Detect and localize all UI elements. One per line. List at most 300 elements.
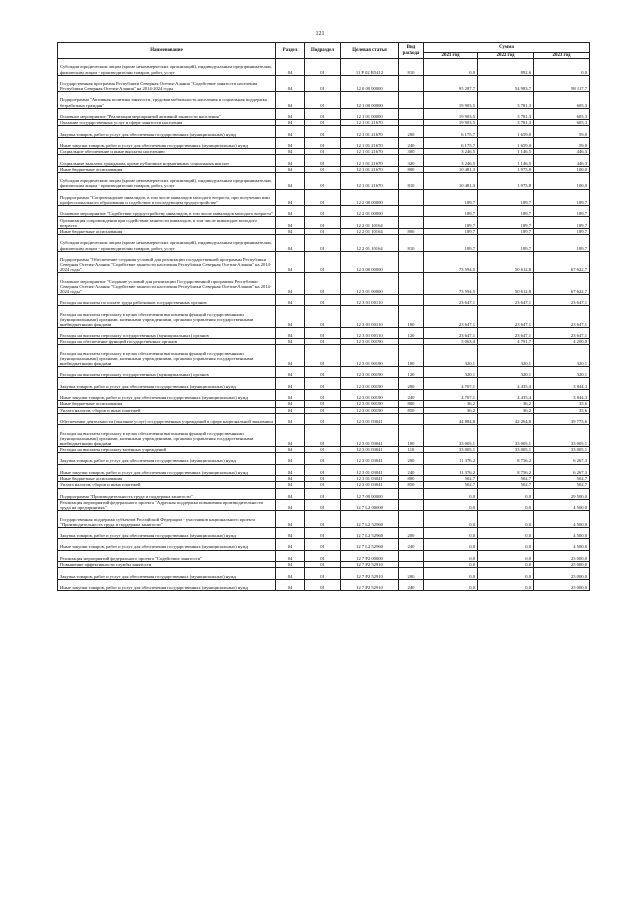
row-sum-2021: 23 647,1 bbox=[424, 327, 478, 338]
row-expense-type: 810 bbox=[399, 173, 424, 190]
row-sum-2021: 189,7 bbox=[424, 235, 478, 252]
row-target-code: 12 3 01 00000 bbox=[341, 273, 399, 295]
row-expense-type: 240 bbox=[399, 539, 424, 550]
row-sum-2022: 36,2 bbox=[478, 407, 534, 413]
row-sum-2022: 1 659,0 bbox=[478, 137, 534, 148]
row-name: Основное мероприятие "Создание условий для реализации Государственной программы Республики Северная Осетия-Алания "Содействие занятости населения Республики Северная Осетия-Алания" на 2014-2024 годы" bbox=[58, 273, 276, 295]
row-expense-type: 800 bbox=[399, 228, 424, 234]
row-name: Обеспечение деятельности (оказание услуг) государственных учреждений в сфере национальной экономики bbox=[58, 413, 276, 424]
row-section: 04 bbox=[276, 475, 305, 481]
row-section: 04 bbox=[276, 306, 305, 328]
row-sum-2021: 189,7 bbox=[424, 206, 478, 217]
row-name: Иные бюджетные ассигнования bbox=[58, 166, 276, 172]
row-sum-2022: 892,6 bbox=[478, 59, 534, 76]
row-expense-type bbox=[399, 511, 424, 528]
row-sum-2021: 19 903,5 bbox=[424, 119, 478, 125]
row-sum-2022: 0,0 bbox=[478, 499, 534, 510]
row-sum-2023: 67 622,7 bbox=[534, 251, 590, 273]
row-sum-2022: 54 983,7 bbox=[478, 75, 534, 92]
row-sum-2023: 25 000,0 bbox=[534, 561, 590, 567]
row-expense-type: 810 bbox=[399, 235, 424, 252]
row-sum-2021: 0,0 bbox=[424, 499, 478, 510]
row-sum-2021: 320,1 bbox=[424, 345, 478, 367]
row-target-code: 12 2 00 00000 bbox=[341, 189, 399, 206]
row-sum-2022: 189,7 bbox=[478, 217, 534, 228]
row-sum-2021: 4 707,1 bbox=[424, 389, 478, 400]
row-sum-2021: 0,0 bbox=[424, 527, 478, 538]
row-name: Основное мероприятие "Содействие трудоустройству инвалидов, в том числе инвалидов молодого возраста" bbox=[58, 206, 276, 217]
row-subsection: 01 bbox=[305, 561, 341, 567]
row-sum-2021: 95 287,7 bbox=[424, 75, 478, 92]
row-sum-2021: 36,2 bbox=[424, 401, 478, 407]
row-subsection: 01 bbox=[305, 539, 341, 550]
row-sum-2021: 0,0 bbox=[424, 568, 478, 579]
table-row bbox=[58, 389, 590, 400]
row-target-code: 11 Р 02 R5412 bbox=[341, 59, 399, 76]
row-sum-2023: 67 622,7 bbox=[534, 273, 590, 295]
table-row bbox=[58, 425, 590, 447]
row-target-code: 12 1 01 21670 bbox=[341, 166, 399, 172]
table-row bbox=[58, 217, 590, 228]
row-expense-type: 200 bbox=[399, 378, 424, 389]
row-expense-type: 240 bbox=[399, 389, 424, 400]
table-row bbox=[58, 345, 590, 367]
row-sum-2022: 189,7 bbox=[478, 235, 534, 252]
row-sum-2022: 502,7 bbox=[478, 482, 534, 488]
row-target-code: 12 1 01 21670 bbox=[341, 126, 399, 137]
row-name: Организация сопровождения при содействии занятости инвалидов, в том числе инвалидов молодого возраста bbox=[58, 217, 276, 228]
row-sum-2022: 50 612,8 bbox=[478, 251, 534, 273]
row-target-code: 12 3 00 00000 bbox=[341, 251, 399, 273]
row-section: 04 bbox=[276, 273, 305, 295]
row-expense-type: 200 bbox=[399, 568, 424, 579]
row-subsection: 01 bbox=[305, 119, 341, 125]
row-sum-2023: 23 647,1 bbox=[534, 327, 590, 338]
header-section: Раздел bbox=[276, 43, 305, 59]
row-expense-type: 800 bbox=[399, 401, 424, 407]
row-sum-2021: 4 707,1 bbox=[424, 378, 478, 389]
row-target-code: 12 7 L2 52960 bbox=[341, 539, 399, 550]
row-subsection: 01 bbox=[305, 488, 341, 499]
row-section: 04 bbox=[276, 149, 305, 155]
row-subsection: 01 bbox=[305, 217, 341, 228]
row-sum-2023: 59,0 bbox=[534, 137, 590, 148]
row-expense-type: 850 bbox=[399, 482, 424, 488]
row-target-code: 12 3 01 00190 bbox=[341, 407, 399, 413]
row-sum-2023: 502,7 bbox=[534, 475, 590, 481]
row-sum-2021: 19 903,5 bbox=[424, 92, 478, 109]
row-subsection: 01 bbox=[305, 339, 341, 345]
row-sum-2022: 0,0 bbox=[478, 550, 534, 561]
row-section: 04 bbox=[276, 425, 305, 447]
row-name: Расходы на выплаты персоналу казенных учреждений bbox=[58, 446, 276, 452]
table-row bbox=[58, 464, 590, 475]
row-sum-2021: 23 647,1 bbox=[424, 306, 478, 328]
table-row bbox=[58, 189, 590, 206]
row-expense-type bbox=[399, 273, 424, 295]
row-sum-2023: 320,1 bbox=[534, 367, 590, 378]
row-subsection: 01 bbox=[305, 367, 341, 378]
header-year-2021: 2021 год bbox=[424, 53, 478, 59]
row-expense-type: 240 bbox=[399, 137, 424, 148]
row-target-code: 12 3 01 03041 bbox=[341, 482, 399, 488]
row-sum-2021: 0,0 bbox=[424, 488, 478, 499]
row-sum-2023: 39 775,6 bbox=[534, 413, 590, 424]
row-name: Иные закупки товаров, работ и услуг для обеспечения государственных (муниципальных) нужд bbox=[58, 137, 276, 148]
row-sum-2022: 1 659,0 bbox=[478, 126, 534, 137]
row-sum-2021: 36,2 bbox=[424, 407, 478, 413]
row-subsection: 01 bbox=[305, 568, 341, 579]
row-target-code: 12 1 01 21670 bbox=[341, 173, 399, 190]
row-section: 04 bbox=[276, 579, 305, 590]
row-name: Подпрограмма "Активная политика занятости, трудовая мобильность населения и социальная поддержка безработных граждан" bbox=[58, 92, 276, 109]
row-name: Основное мероприятие "Реализация мероприятий активной занятости населения" bbox=[58, 108, 276, 119]
row-target-code: 12 3 01 03041 bbox=[341, 475, 399, 481]
row-name: Расходы на выплаты персоналу государственных (муниципальных) органов bbox=[58, 327, 276, 338]
row-sum-2023: 3 844,3 bbox=[534, 378, 590, 389]
row-section: 04 bbox=[276, 251, 305, 273]
row-sum-2021: 33 005,1 bbox=[424, 446, 478, 452]
row-section: 04 bbox=[276, 217, 305, 228]
row-target-code: 12 2 01 10164 bbox=[341, 235, 399, 252]
row-sum-2023: 25 000,0 bbox=[534, 568, 590, 579]
row-target-code: 12 7 P2 52910 bbox=[341, 561, 399, 567]
row-sum-2022: 1 975,8 bbox=[478, 173, 534, 190]
row-subsection: 01 bbox=[305, 401, 341, 407]
row-sum-2021: 11 376,2 bbox=[424, 453, 478, 464]
row-subsection: 01 bbox=[305, 464, 341, 475]
header-target-article: Целевая статья bbox=[341, 43, 399, 59]
page-number: 121 bbox=[315, 31, 325, 37]
row-target-code: 12 0 00 00000 bbox=[341, 75, 399, 92]
row-target-code: 12 1 01 21670 bbox=[341, 155, 399, 166]
row-section: 04 bbox=[276, 446, 305, 452]
row-section: 04 bbox=[276, 108, 305, 119]
row-sum-2022: 4 435,4 bbox=[478, 389, 534, 400]
row-expense-type: 300 bbox=[399, 149, 424, 155]
header-subsection: Подраздел bbox=[305, 43, 341, 59]
row-target-code: 12 7 L2 00000 bbox=[341, 499, 399, 510]
budget-table bbox=[57, 42, 590, 591]
table-row bbox=[58, 453, 590, 464]
row-sum-2023: 59,0 bbox=[534, 126, 590, 137]
row-section: 04 bbox=[276, 378, 305, 389]
row-sum-2023: 189,7 bbox=[534, 235, 590, 252]
row-sum-2023: 0,0 bbox=[534, 59, 590, 76]
row-name: Закупка товаров, работ и услуг для обеспечения государственных (муниципальных) нужд bbox=[58, 453, 276, 464]
table-row bbox=[58, 539, 590, 550]
row-section: 04 bbox=[276, 453, 305, 464]
row-sum-2022: 50 612,8 bbox=[478, 273, 534, 295]
row-subsection: 01 bbox=[305, 251, 341, 273]
row-sum-2022: 8 756,2 bbox=[478, 464, 534, 475]
row-section: 04 bbox=[276, 235, 305, 252]
row-sum-2021: 0,0 bbox=[424, 59, 478, 76]
row-sum-2022: 502,7 bbox=[478, 475, 534, 481]
row-section: 04 bbox=[276, 345, 305, 367]
row-sum-2023: 6 267,3 bbox=[534, 464, 590, 475]
row-sum-2023: 4 500,0 bbox=[534, 539, 590, 550]
row-expense-type: 100 bbox=[399, 306, 424, 328]
row-sum-2021: 0,0 bbox=[424, 550, 478, 561]
row-target-code: 12 2 01 00000 bbox=[341, 206, 399, 217]
row-target-code: 12 1 01 00000 bbox=[341, 108, 399, 119]
row-subsection: 01 bbox=[305, 378, 341, 389]
row-name: Уплата налогов, сборов и иных платежей bbox=[58, 482, 276, 488]
row-sum-2021: 0,0 bbox=[424, 539, 478, 550]
row-expense-type bbox=[399, 189, 424, 206]
row-sum-2022: 320,1 bbox=[478, 367, 534, 378]
row-expense-type bbox=[399, 251, 424, 273]
row-subsection: 01 bbox=[305, 166, 341, 172]
row-subsection: 01 bbox=[305, 59, 341, 76]
row-section: 04 bbox=[276, 92, 305, 109]
row-section: 04 bbox=[276, 173, 305, 190]
table-row bbox=[58, 527, 590, 538]
row-name: Иные бюджетные ассигнования bbox=[58, 228, 276, 234]
row-name: Иные закупки товаров, работ и услуг для обеспечения государственных (муниципальных) нужд bbox=[58, 389, 276, 400]
row-target-code: 12 3 01 03041 bbox=[341, 453, 399, 464]
row-target-code: 12 2 01 10164 bbox=[341, 217, 399, 228]
row-target-code: 12 7 P2 52910 bbox=[341, 579, 399, 590]
table-row bbox=[58, 251, 590, 273]
row-sum-2023: 4 500,0 bbox=[534, 511, 590, 528]
table-row bbox=[58, 59, 590, 76]
row-section: 04 bbox=[276, 126, 305, 137]
row-sum-2022: 0,0 bbox=[478, 511, 534, 528]
row-subsection: 01 bbox=[305, 446, 341, 452]
table-body bbox=[58, 59, 590, 591]
row-section: 04 bbox=[276, 401, 305, 407]
row-target-code: 12 1 00 00000 bbox=[341, 92, 399, 109]
row-sum-2021: 189,7 bbox=[424, 189, 478, 206]
row-sum-2022: 0,0 bbox=[478, 539, 534, 550]
row-name: Подпрограмма "Обеспечение создания условий для реализации государственной программы Республики Северная Осетия-Алания "Содействие занятости населения Республики Северная Осетия-Алания" на 2014-2024 годы" bbox=[58, 251, 276, 273]
row-sum-2022: 23 647,1 bbox=[478, 294, 534, 305]
table-row bbox=[58, 378, 590, 389]
row-sum-2022: 1 975,8 bbox=[478, 166, 534, 172]
row-subsection: 01 bbox=[305, 155, 341, 166]
row-sum-2022: 42 264,0 bbox=[478, 413, 534, 424]
table-row bbox=[58, 235, 590, 252]
row-name: Социальное обеспечение и иные выплаты населению bbox=[58, 149, 276, 155]
row-name: Расходы на обеспечение функций государственных органов bbox=[58, 339, 276, 345]
row-expense-type: 100 bbox=[399, 425, 424, 447]
row-expense-type bbox=[399, 488, 424, 499]
row-sum-2023: 320,1 bbox=[534, 345, 590, 367]
row-expense-type bbox=[399, 294, 424, 305]
row-sum-2021: 23 647,1 bbox=[424, 294, 478, 305]
row-section: 04 bbox=[276, 464, 305, 475]
table-row bbox=[58, 273, 590, 295]
header-name: Наименование bbox=[58, 43, 276, 59]
row-sum-2023: 35,6 bbox=[534, 407, 590, 413]
table-row bbox=[58, 499, 590, 510]
row-sum-2021: 3 246,5 bbox=[424, 155, 478, 166]
row-sum-2022: 8 756,2 bbox=[478, 453, 534, 464]
row-name: Расходы на выплаты персоналу в целях обеспечения выполнения функций государственными (муниципальными) органами, казенными учреждениями, органами управления государственными внебюджетными фондами bbox=[58, 425, 276, 447]
row-sum-2021: 0,0 bbox=[424, 511, 478, 528]
row-sum-2023: 189,7 bbox=[534, 189, 590, 206]
row-sum-2022: 36,2 bbox=[478, 401, 534, 407]
row-sum-2023: 23 647,1 bbox=[534, 294, 590, 305]
row-sum-2022: 0,0 bbox=[478, 579, 534, 590]
row-subsection: 01 bbox=[305, 499, 341, 510]
row-sum-2023: 23 647,1 bbox=[534, 306, 590, 328]
row-sum-2021: 6 175,7 bbox=[424, 137, 478, 148]
row-target-code: 12 7 P2 00000 bbox=[341, 550, 399, 561]
row-subsection: 01 bbox=[305, 206, 341, 217]
row-subsection: 01 bbox=[305, 482, 341, 488]
table-row bbox=[58, 206, 590, 217]
row-section: 04 bbox=[276, 327, 305, 338]
table-row bbox=[58, 488, 590, 499]
row-target-code: 12 1 01 21670 bbox=[341, 137, 399, 148]
row-sum-2021: 10 481,3 bbox=[424, 166, 478, 172]
table-row bbox=[58, 294, 590, 305]
row-sum-2023: 4 200,0 bbox=[534, 339, 590, 345]
row-name: Субсидии юридическим лицам (кроме некоммерческих организаций), индивидуальным предпринимателям, физическим лицам - производителям товаров, работ, услуг bbox=[58, 173, 276, 190]
row-target-code: 12 3 01 00190 bbox=[341, 389, 399, 400]
table-row bbox=[58, 108, 590, 119]
row-sum-2021: 11 376,2 bbox=[424, 464, 478, 475]
row-sum-2022: 0,0 bbox=[478, 488, 534, 499]
table-row bbox=[58, 173, 590, 190]
table-row bbox=[58, 579, 590, 590]
row-sum-2022: 320,1 bbox=[478, 345, 534, 367]
row-sum-2023: 25 000,0 bbox=[534, 579, 590, 590]
row-sum-2022: 3 781,3 bbox=[478, 92, 534, 109]
row-expense-type: 800 bbox=[399, 475, 424, 481]
row-section: 04 bbox=[276, 137, 305, 148]
row-target-code: 12 3 01 00190 bbox=[341, 378, 399, 389]
row-name: Закупка товаров, работ и услуг для обеспечения государственных (муниципальных) нужд bbox=[58, 378, 276, 389]
row-target-code: 12 1 01 21670 bbox=[341, 119, 399, 125]
row-section: 04 bbox=[276, 119, 305, 125]
row-subsection: 01 bbox=[305, 294, 341, 305]
row-name: Социальные выплаты гражданам, кроме публичных нормативных социальных выплат bbox=[58, 155, 276, 166]
row-sum-2021: 73 594,5 bbox=[424, 251, 478, 273]
row-sum-2023: 4 500,0 bbox=[534, 527, 590, 538]
row-section: 04 bbox=[276, 568, 305, 579]
row-expense-type: 240 bbox=[399, 464, 424, 475]
row-section: 04 bbox=[276, 407, 305, 413]
row-target-code: 12 3 01 00190 bbox=[341, 339, 399, 345]
row-sum-2021: 189,7 bbox=[424, 217, 478, 228]
row-sum-2023: 605,3 bbox=[534, 119, 590, 125]
row-subsection: 01 bbox=[305, 75, 341, 92]
row-sum-2023: 446,3 bbox=[534, 155, 590, 166]
header-year-2023: 2023 год bbox=[534, 53, 590, 59]
table-row bbox=[58, 367, 590, 378]
table-row bbox=[58, 413, 590, 424]
table-row bbox=[58, 511, 590, 528]
table-row bbox=[58, 137, 590, 148]
row-sum-2021: 0,0 bbox=[424, 561, 478, 567]
row-target-code: 12 3 01 00190 bbox=[341, 345, 399, 367]
row-subsection: 01 bbox=[305, 407, 341, 413]
row-name: Расходы на выплаты персоналу в целях обеспечения выполнения функций государственными (муниципальными) органами, казенными учреждениями, органами управления государственными внебюджетными фондами bbox=[58, 306, 276, 328]
row-sum-2023: 33 005,1 bbox=[534, 425, 590, 447]
row-sum-2022: 4 791,7 bbox=[478, 339, 534, 345]
row-sum-2022: 1 146,5 bbox=[478, 149, 534, 155]
row-sum-2023: 6 267,3 bbox=[534, 453, 590, 464]
row-name: Закупка товаров, работ и услуг для обеспечения государственных (муниципальных) нужд bbox=[58, 126, 276, 137]
row-expense-type bbox=[399, 550, 424, 561]
row-name: Иные закупки товаров, работ и услуг для обеспечения государственных (муниципальных) нужд bbox=[58, 464, 276, 475]
row-sum-2021: 502,7 bbox=[424, 482, 478, 488]
row-target-code: 12 1 01 21670 bbox=[341, 149, 399, 155]
row-sum-2022: 33 005,1 bbox=[478, 446, 534, 452]
row-section: 04 bbox=[276, 206, 305, 217]
row-expense-type bbox=[399, 499, 424, 510]
row-name: Субсидии юридическим лицам (кроме некоммерческих организаций), индивидуальным предпринимателям, физическим лицам - производителям товаров, работ, услуг bbox=[58, 235, 276, 252]
row-name: Подпрограмма "Сопровождение инвалидов, в том числе инвалидов молодого возраста, при получении ими профессионального образования и содействие в последующем трудоустройстве" bbox=[58, 189, 276, 206]
row-sum-2022: 0,0 bbox=[478, 527, 534, 538]
row-section: 04 bbox=[276, 367, 305, 378]
row-sum-2021: 33 005,1 bbox=[424, 425, 478, 447]
row-sum-2022: 33 005,1 bbox=[478, 425, 534, 447]
row-expense-type bbox=[399, 413, 424, 424]
row-subsection: 01 bbox=[305, 228, 341, 234]
row-expense-type: 800 bbox=[399, 166, 424, 172]
row-sum-2021: 6 175,7 bbox=[424, 126, 478, 137]
row-sum-2023: 29 500,0 bbox=[534, 488, 590, 499]
row-sum-2023: 33 005,1 bbox=[534, 446, 590, 452]
row-subsection: 01 bbox=[305, 425, 341, 447]
row-expense-type bbox=[399, 75, 424, 92]
row-section: 04 bbox=[276, 228, 305, 234]
row-name: Уплата налогов, сборов и иных платежей bbox=[58, 407, 276, 413]
row-subsection: 01 bbox=[305, 126, 341, 137]
row-sum-2021: 0,0 bbox=[424, 579, 478, 590]
row-sum-2022: 3 781,3 bbox=[478, 108, 534, 119]
row-section: 04 bbox=[276, 389, 305, 400]
row-sum-2021: 5 063,4 bbox=[424, 339, 478, 345]
row-expense-type: 200 bbox=[399, 126, 424, 137]
row-name: Иные закупки товаров, работ и услуг для обеспечения государственных (муниципальных) нужд bbox=[58, 579, 276, 590]
row-name: Расходы на выплаты по оплате труда работников государственных органов bbox=[58, 294, 276, 305]
row-subsection: 01 bbox=[305, 189, 341, 206]
table-row bbox=[58, 126, 590, 137]
table-row bbox=[58, 155, 590, 166]
row-name: Закупка товаров, работ и услуг для обеспечения государственных (муниципальных) нужд bbox=[58, 527, 276, 538]
row-name: Реализация мероприятий федерального проекта "Содействие занятости" bbox=[58, 550, 276, 561]
row-target-code: 12 3 01 00110 bbox=[341, 294, 399, 305]
row-sum-2022: 23 647,1 bbox=[478, 327, 534, 338]
row-subsection: 01 bbox=[305, 273, 341, 295]
row-expense-type bbox=[399, 108, 424, 119]
row-sum-2021: 10 481,3 bbox=[424, 173, 478, 190]
table-row bbox=[58, 327, 590, 338]
row-sum-2023: 4 500,0 bbox=[534, 499, 590, 510]
row-sum-2023: 100,0 bbox=[534, 173, 590, 190]
row-section: 04 bbox=[276, 550, 305, 561]
row-subsection: 01 bbox=[305, 550, 341, 561]
row-target-code: 12 7 00 00000 bbox=[341, 488, 399, 499]
row-section: 04 bbox=[276, 511, 305, 528]
row-sum-2022: 4 435,4 bbox=[478, 378, 534, 389]
row-target-code: 12 7 P2 52910 bbox=[341, 568, 399, 579]
row-section: 04 bbox=[276, 527, 305, 538]
row-sum-2021: 3 246,5 bbox=[424, 149, 478, 155]
row-expense-type: 810 bbox=[399, 59, 424, 76]
row-subsection: 01 bbox=[305, 475, 341, 481]
row-subsection: 01 bbox=[305, 173, 341, 190]
row-section: 04 bbox=[276, 482, 305, 488]
row-expense-type bbox=[399, 206, 424, 217]
row-sum-2023: 100,0 bbox=[534, 166, 590, 172]
